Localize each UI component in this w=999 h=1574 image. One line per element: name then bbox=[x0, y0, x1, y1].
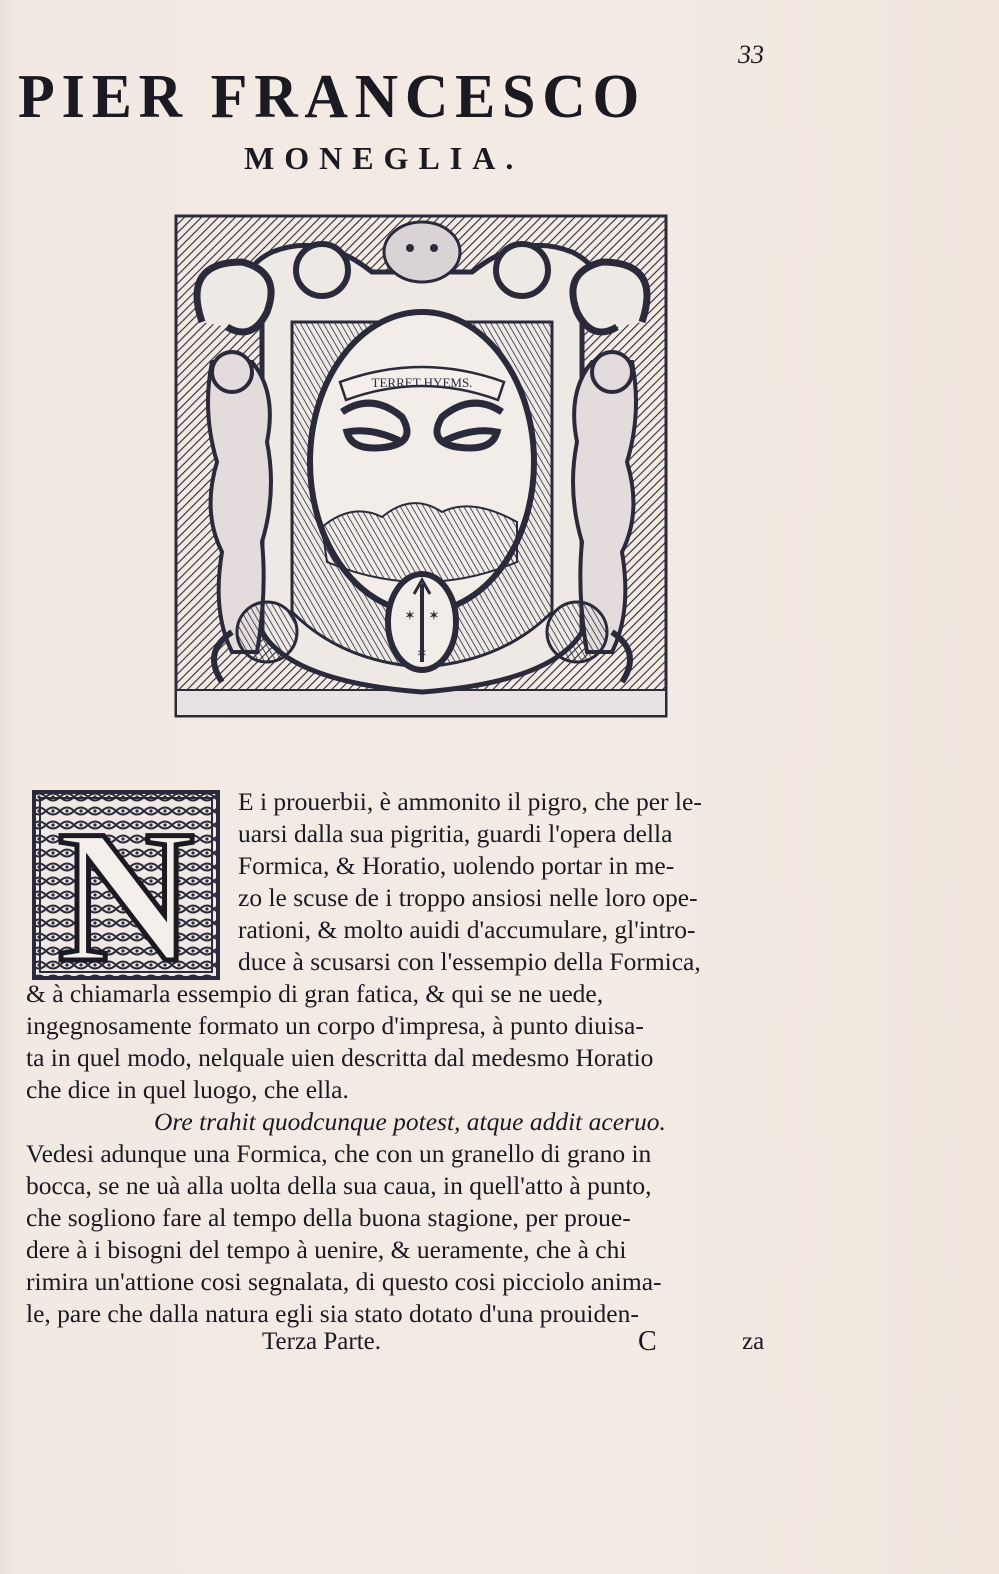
text-line: E i prouerbii, è ammonito il pigro, che per le- bbox=[238, 787, 702, 816]
text-line: Formica, & Horatio, uolendo portar in me- bbox=[238, 851, 675, 880]
text-line: duce à scusarsi con l'essempio della Formica, bbox=[238, 947, 701, 976]
text-line: rimira un'attione cosi segnalata, di questo cosi picciolo anima- bbox=[26, 1267, 662, 1296]
page-subtitle: MONEGLIA. bbox=[244, 140, 524, 176]
text-line: uarsi dalla sua pigritia, guardi l'opera della bbox=[238, 819, 673, 848]
text-line: zo le scuse de i troppo ansiosi nelle loro ope- bbox=[238, 883, 698, 912]
emblem-engraving bbox=[172, 212, 674, 726]
text-line: le, pare che dalla natura egli sia stato dotato d'una prouiden- bbox=[26, 1299, 639, 1328]
text-line: & à chiamarla essempio di gran fatica, & qui se ne uede, bbox=[26, 979, 604, 1008]
text-line: ingegnosamente formato un corpo d'impresa, à punto diuisa- bbox=[26, 1011, 644, 1040]
latin-quote: Ore trahit quodcunque potest, atque addit aceruo. bbox=[154, 1107, 666, 1136]
text-line: che dice in quel luogo, che ella. bbox=[26, 1075, 349, 1104]
svg-text:✶: ✶ bbox=[404, 609, 416, 624]
running-title: Terza Parte. bbox=[262, 1328, 382, 1355]
page-number: 33 bbox=[738, 40, 764, 69]
signature-mark: C bbox=[638, 1326, 657, 1357]
text-line: Vedesi adunque una Formica, che con un granello di grano in bbox=[26, 1139, 652, 1168]
page-title: PIER FRANCESCO bbox=[18, 63, 647, 131]
catchword: za bbox=[742, 1328, 765, 1355]
text-line: bocca, se ne uà alla uolta della sua caua, in quell'atto à punto, bbox=[26, 1171, 652, 1200]
initial-letter: N bbox=[57, 792, 195, 980]
text-line: dere à i bisogni del tempo à uenire, & ueramente, che à chi bbox=[26, 1235, 627, 1264]
text-line: rationi, & molto auidi d'accumulare, gl'intro- bbox=[238, 915, 696, 944]
text-line: ta in quel modo, nelquale uien descritta dal medesmo Horatio bbox=[26, 1043, 654, 1072]
svg-text:✶: ✶ bbox=[428, 609, 440, 624]
text-line: che sogliono fare al tempo della buona stagione, per proue- bbox=[26, 1203, 631, 1232]
emblem-motto: TERRET HYEMS. bbox=[371, 375, 473, 390]
svg-text:✶: ✶ bbox=[416, 647, 428, 662]
body-text bbox=[26, 786, 806, 1330]
